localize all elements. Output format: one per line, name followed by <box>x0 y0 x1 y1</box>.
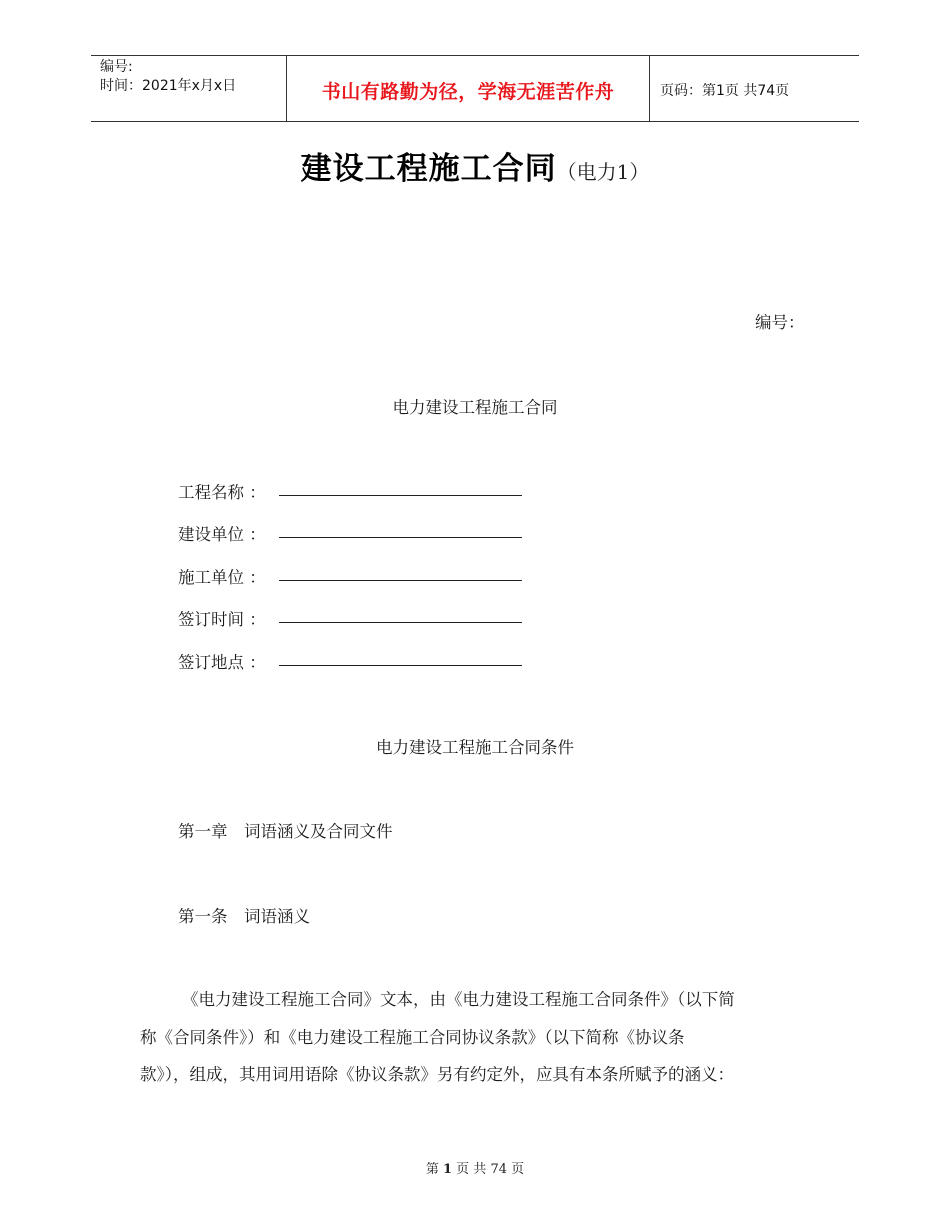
article-heading: 第一条 词语涵义 <box>178 907 310 926</box>
footer-current-page: 1 <box>442 1162 453 1177</box>
field-contractor-line[interactable] <box>279 580 522 581</box>
contract-name: 电力建设工程施工合同 <box>392 398 558 417</box>
header-motto: 书山有路勤为径，学海无涯苦作舟 <box>321 81 615 103</box>
footer-total-pages: 74 <box>490 1162 507 1177</box>
paragraph-line-1: 《电力建设工程施工合同》文本，由《电力建设工程施工合同条件》（以下简 <box>182 990 735 1009</box>
doc-number-label: 编号： <box>755 313 805 332</box>
field-sign-place-line[interactable] <box>279 665 522 666</box>
field-sign-date-line[interactable] <box>279 622 522 623</box>
paragraph-line-2: 称《合同条件》）和《电力建设工程施工合同协议条款》（以下简称《协议条 <box>140 1027 685 1047</box>
header-number-label: 编号: <box>100 59 133 75</box>
page-title <box>0 143 950 188</box>
header-page-info: 页码：第1页 共74页 <box>660 83 790 99</box>
page-footer: 第 1 页 共 74 页 <box>425 1162 525 1177</box>
header-bottom-border <box>91 121 859 122</box>
body-paragraph <box>140 981 830 1094</box>
field-project-name-line[interactable] <box>279 495 522 496</box>
field-owner-line[interactable] <box>279 537 522 538</box>
title-sub: （电力1） <box>556 160 650 184</box>
header-divider-right <box>649 55 650 121</box>
field-contractor-label: 施工单位 ： <box>178 568 266 587</box>
title-main: 建设工程施工合同 <box>300 151 557 187</box>
field-sign-place-label: 签订地点 ： <box>178 653 266 672</box>
field-sign-date-label: 签订时间 ： <box>178 610 266 629</box>
header-meta <box>100 58 236 96</box>
header-time-label: 时间：2021年x月x日 <box>100 78 237 94</box>
paragraph-line-3: 款》），组成，其用词用语除《协议条款》另有约定外，应具有本条所赋予的涵义： <box>140 1065 734 1084</box>
field-owner-label: 建设单位 ： <box>178 525 266 544</box>
header-divider-left <box>286 55 287 121</box>
conditions-title: 电力建设工程施工合同条件 <box>376 738 574 757</box>
chapter-heading: 第一章 词语涵义及合同文件 <box>178 822 393 841</box>
field-project-name-label: 工程名称 ： <box>178 483 266 502</box>
header-top-border <box>91 55 859 56</box>
